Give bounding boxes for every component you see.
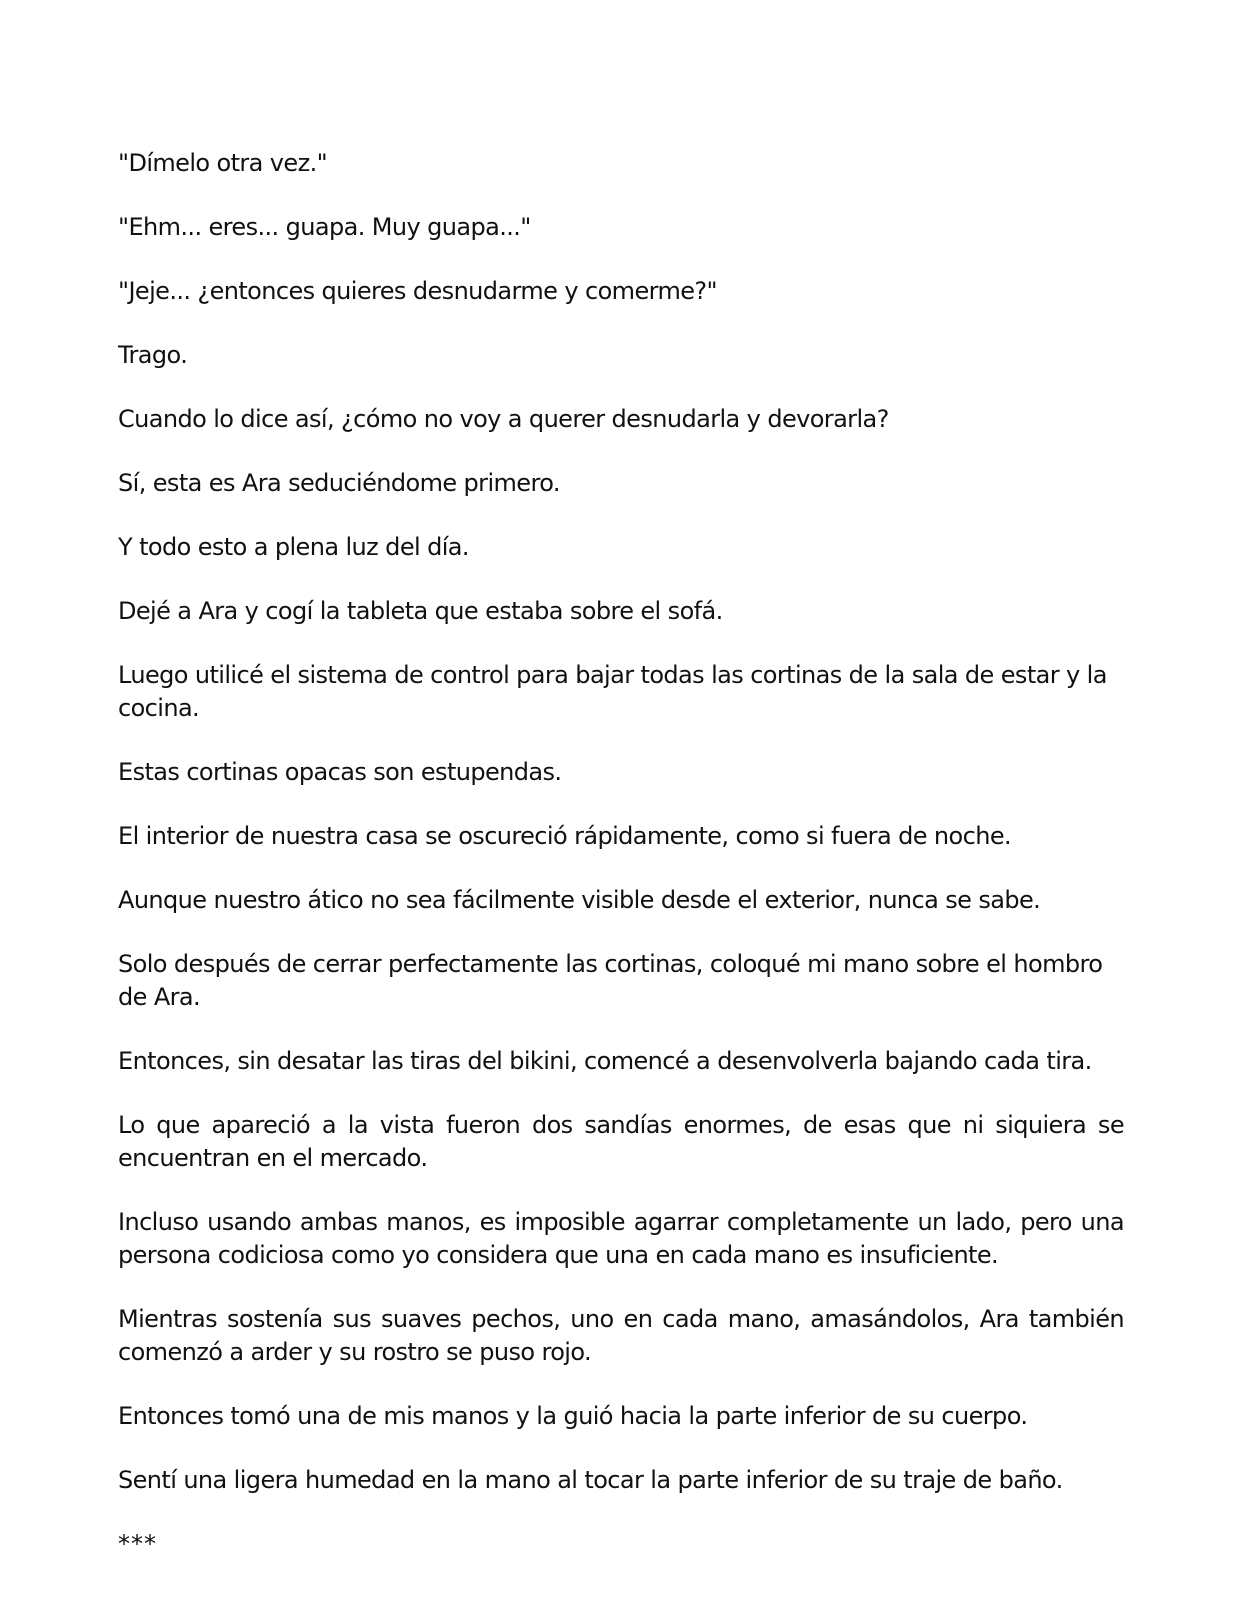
paragraph: Mientras sostenía sus suaves pechos, uno en cada mano, amasándolos, Ara también comenzó a arder y su rostro se puso rojo. bbox=[118, 1305, 1124, 1366]
paragraph: Incluso usando ambas manos, es imposible agarrar completamente un lado, pero una persona codiciosa como yo considera que una en cada mano es insuficiente. bbox=[118, 1208, 1124, 1269]
paragraph: El interior de nuestra casa se oscureció rápidamente, como si fuera de noche. bbox=[118, 822, 1012, 850]
paragraph: Dejé a Ara y cogí la tableta que estaba sobre el sofá. bbox=[118, 597, 723, 625]
paragraph: "Ehm... eres... guapa. Muy guapa..." bbox=[118, 213, 531, 241]
paragraph: Aunque nuestro ático no sea fácilmente visible desde el exterior, nunca se sabe. bbox=[118, 886, 1041, 914]
paragraph: Entonces, sin desatar las tiras del bikini, comencé a desenvolverla bajando cada tira. bbox=[118, 1047, 1092, 1075]
paragraph: Estas cortinas opacas son estupendas. bbox=[118, 758, 562, 786]
paragraph: Y todo esto a plena luz del día. bbox=[118, 533, 469, 561]
paragraph: "Dímelo otra vez." bbox=[118, 149, 328, 177]
paragraph: Sentí una ligera humedad en la mano al tocar la parte inferior de su traje de baño. bbox=[118, 1466, 1063, 1494]
paragraph: Cuando lo dice así, ¿cómo no voy a querer desnudarla y devorarla? bbox=[118, 405, 889, 433]
paragraph: Luego utilicé el sistema de control para bajar todas las cortinas de la sala de estar y la cocina. bbox=[118, 661, 1107, 722]
paragraph: Lo que apareció a la vista fueron dos sandías enormes, de esas que ni siquiera se encuentran en el mercado. bbox=[118, 1111, 1124, 1172]
scene-separator: *** bbox=[118, 1530, 157, 1558]
paragraph: Trago. bbox=[118, 341, 188, 369]
paragraph: "Jeje... ¿entonces quieres desnudarme y comerme?" bbox=[118, 277, 717, 305]
paragraph: Solo después de cerrar perfectamente las cortinas, coloqué mi mano sobre el hombro de Ara. bbox=[118, 950, 1103, 1011]
document-body bbox=[118, 147, 1124, 1561]
paragraph: Entonces tomó una de mis manos y la guió hacia la parte inferior de su cuerpo. bbox=[118, 1402, 1028, 1430]
paragraph: Sí, esta es Ara seduciéndome primero. bbox=[118, 469, 560, 497]
